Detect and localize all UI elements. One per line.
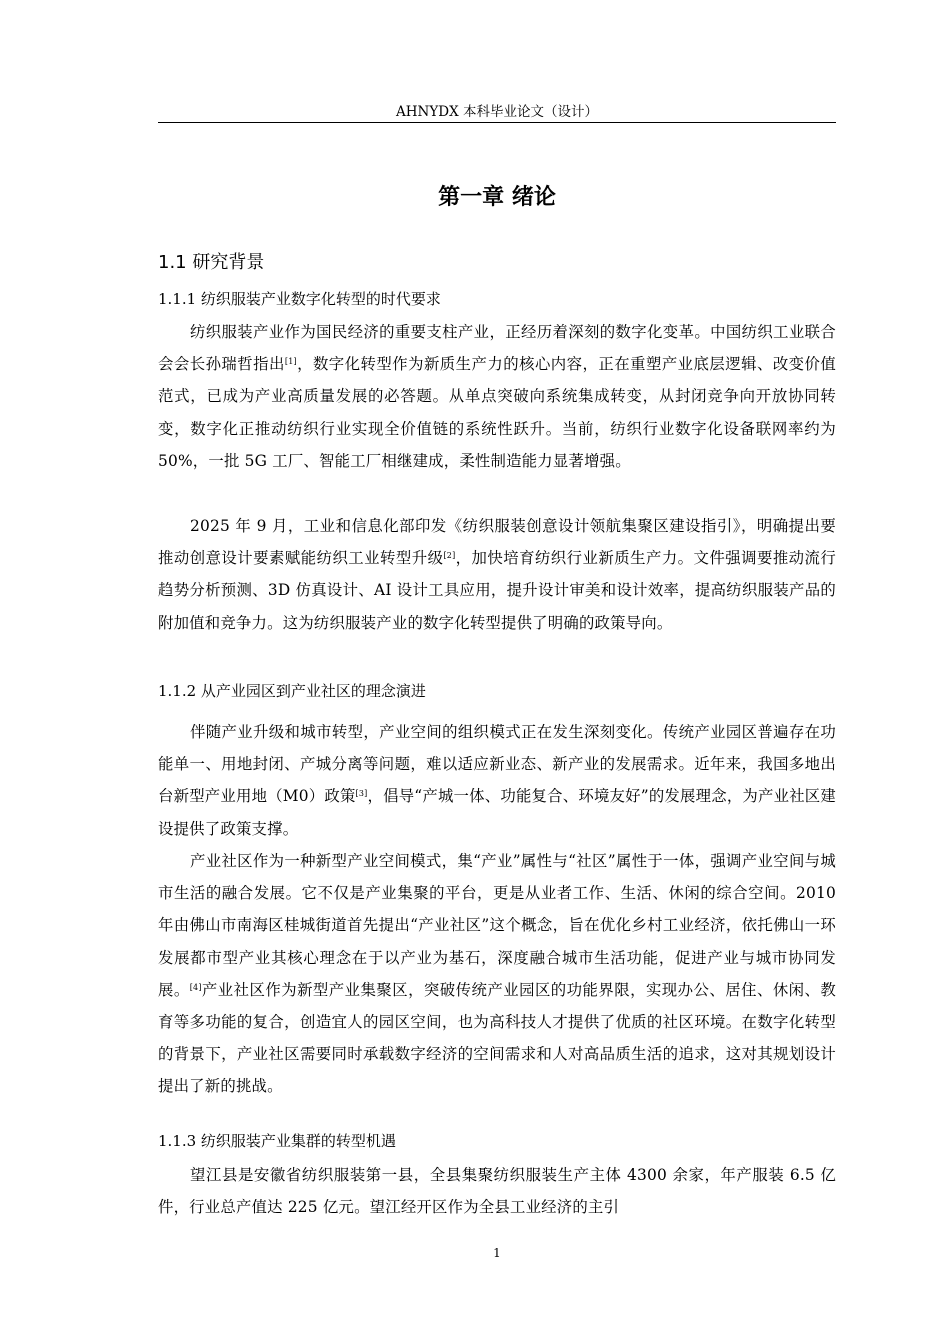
paragraph-1 xyxy=(158,316,836,477)
citation-3: [3] xyxy=(355,789,368,799)
page-number: 1 xyxy=(493,1246,501,1260)
subsection-heading-1-1-1: 1.1.1 纺织服装产业数字化转型的时代要求 xyxy=(158,290,441,308)
paragraph-4 xyxy=(158,845,836,1103)
paragraph-1-text-a: 纺织服装产业作为国民经济的重要支柱产业，正经历着深刻的数字化变革。中国纺织工业联合会会长孙瑞哲指出 xyxy=(158,323,836,374)
paragraph-3 xyxy=(158,716,836,845)
paragraph-1-text-b: ，数字化转型作为新质生产力的核心内容，正在重塑产业底层逻辑、改变价值范式，已成为产业高质量发展的必答题。从单点突破向系统集成转变，从封闭竞争向开放协同转变，数字化正推动纺织行业实现全价值链的系统性跃升。当前，纺织行业数字化设备联网率约为 50%，一批 5G 工厂、智能工厂相继建成，柔性制造能力显著增强。 xyxy=(158,355,836,470)
subsection-heading-1-1-2: 1.1.2 从产业园区到产业社区的理念演进 xyxy=(158,682,426,700)
paragraph-4-text-a: 产业社区作为一种新型产业空间模式，集“产业”属性与“社区”属性于一体，强调产业空间与城市生活的融合发展。它不仅是产业集聚的平台，更是从业者工作、生活、休闲的综合空间。2010 年由佛山市南海区桂城街道首先提出“产业社区”这个概念，旨在优化乡村工业经济，依托佛山一环发展都市型产业其核心理念在于以产业为基石，深度融合城市生活功能，促进产业与城市协同发展。 xyxy=(158,852,836,999)
paragraph-5 xyxy=(158,1159,836,1223)
subsection-heading-1-1-3: 1.1.3 纺织服装产业集群的转型机遇 xyxy=(158,1132,396,1150)
citation-4: [4] xyxy=(189,982,202,992)
running-header: AHNYDX 本科毕业论文（设计） xyxy=(396,104,598,120)
paragraph-3-text-a: 伴随产业升级和城市转型，产业空间的组织模式正在发生深刻变化。传统产业园区普遍存在功能单一、用地封闭、产城分离等问题，难以适应新业态、新产业的发展需求。近年来，我国多地出台新型产业用地（M0）政策 xyxy=(158,723,836,806)
chapter-title: 第一章 绪论 xyxy=(438,185,556,210)
paragraph-2-text-a: 2025 年 9 月，工业和信息化部印发《纺织服装创意设计领航集聚区建设指引》，明确提出要推动创意设计要素赋能纺织工业转型升级 xyxy=(158,517,836,568)
section-heading-1-1: 1.1 研究背景 xyxy=(158,252,265,273)
header-rule xyxy=(158,122,836,123)
paragraph-4-text-b: 产业社区作为新型产业集聚区，突破传统产业园区的功能界限，实现办公、居住、休闲、教育等多功能的复合，创造宜人的园区空间，也为高科技人才提供了优质的社区环境。在数字化转型的背景下，产业社区需要同时承载数字经济的空间需求和人对高品质生活的追求，这对其规划设计提出了新的挑战。 xyxy=(158,980,836,1096)
paragraph-5-text: 望江县是安徽省纺织服装第一县，全县集聚纺织服装生产主体 4300 余家，年产服装 6.5 亿件，行业总产值达 225 亿元。望江经开区作为全县工业经济的主引 xyxy=(158,1166,836,1217)
citation-2: [2] xyxy=(443,551,456,561)
paragraph-3-text-b: ，倡导“产城一体、功能复合、环境友好”的发展理念，为产业社区建设提供了政策支撑。 xyxy=(158,787,836,838)
paragraph-2 xyxy=(158,510,836,639)
paragraph-2-text-b: ，加快培育纺织行业新质生产力。文件强调要推动流行趋势分析预测、3D 仿真设计、AI 设计工具应用，提升设计审美和设计效率，提高纺织服装产品的附加值和竞争力。这为纺织服装产业的数字化转型提供了明确的政策导向。 xyxy=(158,549,836,632)
citation-1: [1] xyxy=(284,357,297,367)
